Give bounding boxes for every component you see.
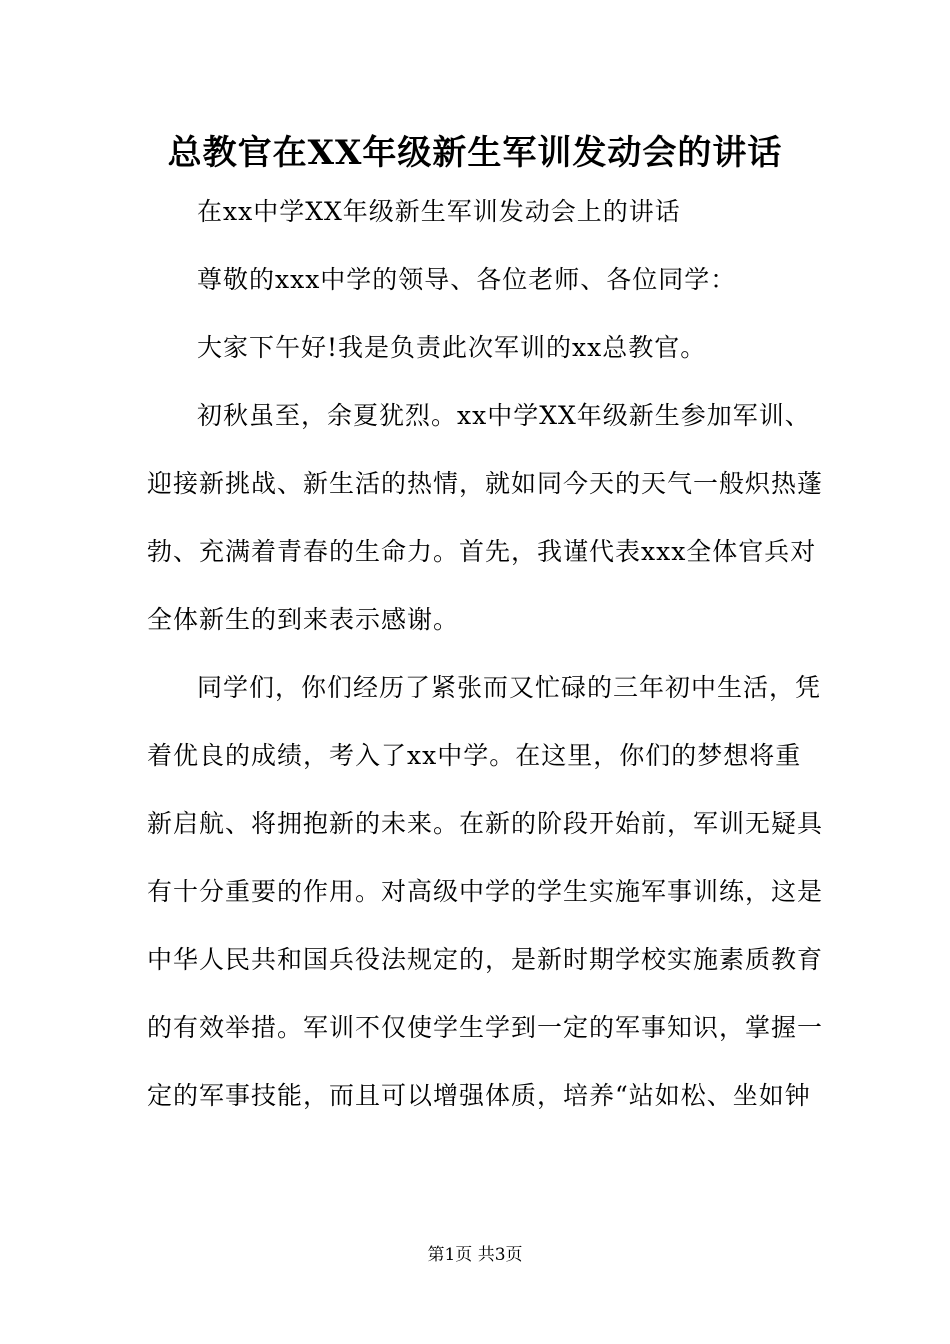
paragraph-line: 的有效举措。军训不仅使学生学到一定的军事知识，掌握一 [147, 1013, 824, 1042]
paragraph-line: 着优良的成绩，考入了xx中学。在这里，你们的梦想将重 [147, 741, 802, 770]
document-title: 总教官在XX年级新生军训发动会的讲话 [167, 133, 783, 173]
paragraph-line: 全体新生的到来表示感谢。 [147, 605, 460, 634]
paragraph-line: 有十分重要的作用。对高级中学的学生实施军事训练，这是 [147, 877, 824, 906]
paragraph-line: 尊敬的xxx中学的领导、各位老师、各位同学： [197, 265, 737, 294]
paragraph [147, 314, 807, 382]
paragraph [147, 654, 824, 1130]
document-body [147, 178, 824, 1130]
paragraph [147, 246, 807, 314]
paragraph-line: 大家下午好!我是负责此次军训的xx总教官。 [197, 333, 707, 362]
paragraph-line: 迎接新挑战、新生活的热情，就如同今天的天气一般炽热蓬 [147, 469, 824, 498]
paragraph-line: 勃、充满着青春的生命力。首先，我谨代表xxx全体官兵对 [147, 537, 817, 566]
paragraph [147, 178, 807, 246]
paragraph-line: 在xx中学XX年级新生军训发动会上的讲话 [197, 197, 681, 226]
paragraph-line: 中华人民共和国兵役法规定的，是新时期学校实施素质教育 [147, 945, 824, 974]
paragraph-line: 同学们，你们经历了紧张而又忙碌的三年初中生活，凭 [197, 673, 822, 702]
paragraph [147, 382, 824, 654]
paragraph-line: 定的军事技能，而且可以增强体质，培养“站如松、坐如钟 [147, 1081, 811, 1110]
paragraph-line: 初秋虽至，余夏犹烈。xx中学XX年级新生参加军训、 [197, 401, 811, 430]
paragraph-line: 新启航、将拥抱新的未来。在新的阶段开始前，军训无疑具 [147, 809, 824, 838]
page-footer: 第1页 共3页 [427, 1245, 523, 1265]
